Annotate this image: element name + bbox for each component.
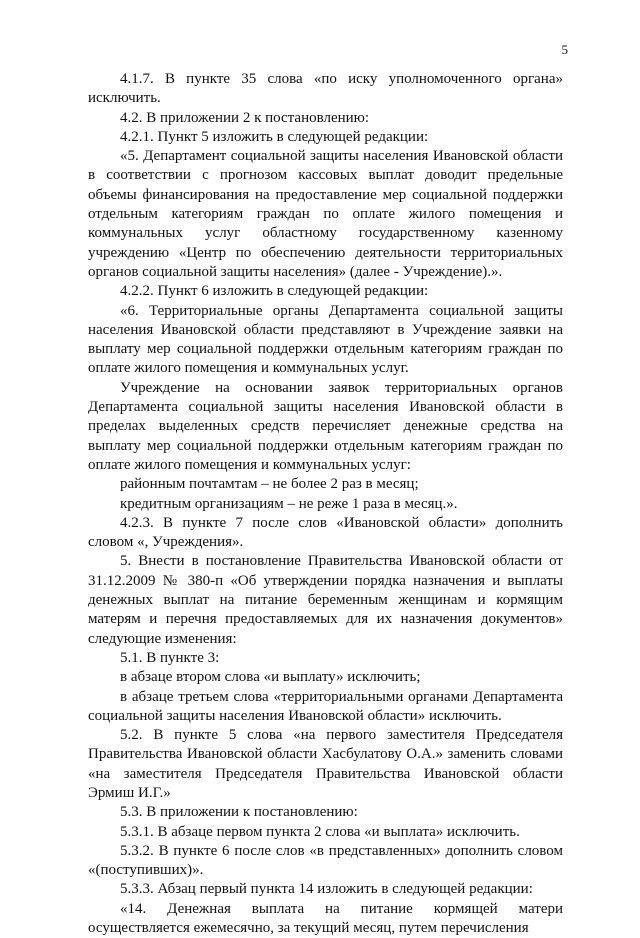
paragraph: 5.3. В приложении к постановлению: xyxy=(120,804,358,821)
paragraph: 5.3.1. В абзаце первом пункта 2 слова «и выплата» исключить. xyxy=(120,823,520,840)
paragraph: «6. Территориальные органы Департамента социальной защиты населения Ивановской области представляют в Учреждение заявки на выплату мер социальной поддержки отдельным категориям граждан по оплате жилого помещения и коммунальных услуг. xyxy=(88,302,563,377)
paragraph: 5.1. В пункте 3: xyxy=(120,649,220,666)
paragraph: 5.3.3. Абзац первый пункта 14 изложить в следующей редакции: xyxy=(120,881,533,898)
page-number: 5 xyxy=(561,42,568,57)
paragraph: «14. Денежная выплата на питание кормящей матери осуществляется ежемесячно, за текущий месяц, путем перечисления xyxy=(88,900,563,937)
paragraph: Учреждение на основании заявок территориальных органов Департамента социальной защиты населения Ивановской области в пределах выделенных средств перечисляет денежные средства на выплату мер социальной поддержки отдельным категориям граждан по оплате жилого помещения и коммунальных услуг: xyxy=(88,379,563,473)
paragraph: в абзаце втором слова «и выплату» исключить; xyxy=(120,669,421,686)
paragraph: 5.2. В пункте 5 слова «на первого заместителя Председателя Правительства Ивановской области Хасбулатову О.А.» заменить словами «на заместителя Председателя Правительства Ивановской области Эрмиш И.Г.» xyxy=(88,727,563,801)
paragraph: в абзаце третьем слова «территориальными органами Департамента социальной защиты населения Ивановской области» исключить. xyxy=(88,688,563,724)
paragraph: 4.2.3. В пункте 7 после слов «Ивановской области» дополнить словом «, Учреждения». xyxy=(88,514,563,551)
paragraph: 4.2. В приложении 2 к постановлению: xyxy=(120,109,370,126)
paragraph: 4.1.7. В пункте 35 слова «по иску уполномоченного органа» исключить. xyxy=(88,71,563,107)
paragraph: «5. Департамент социальной защиты населения Ивановской области в соответствии с прогнозом кассовых выплат доводит предельные объемы финансирования на предоставление мер социальной поддержки отдельным категориям граждан по оплате жилого помещения и коммунальных услуг областному государственному казенному учреждению «Центр по обеспечению деятельности территориальных органов социальной защиты населения» (далее - Учреждение).». xyxy=(88,148,563,280)
document-body xyxy=(88,70,563,938)
paragraph: 4.2.1. Пункт 5 изложить в следующей редакции: xyxy=(120,128,429,145)
paragraph: кредитным организациям – не реже 1 раза в месяц.». xyxy=(120,495,458,512)
paragraph: 4.2.2. Пункт 6 изложить в следующей редакции: xyxy=(120,283,429,300)
paragraph: 5. Внести в постановление Правительства Ивановской области от 31.12.2009 № 380-п «Об утверждении порядка назначения и выплаты денежных выплат на питание беременным женщинам и кормящим матерям и перечня предоставляемых для их назначения документов» следующие изменения: xyxy=(88,553,563,647)
paragraph: 5.3.2. В пункте 6 после слов «в представленных» дополнить словом «(поступивших)». xyxy=(88,842,563,879)
paragraph: районным почтамтам – не более 2 раз в месяц; xyxy=(120,476,419,493)
